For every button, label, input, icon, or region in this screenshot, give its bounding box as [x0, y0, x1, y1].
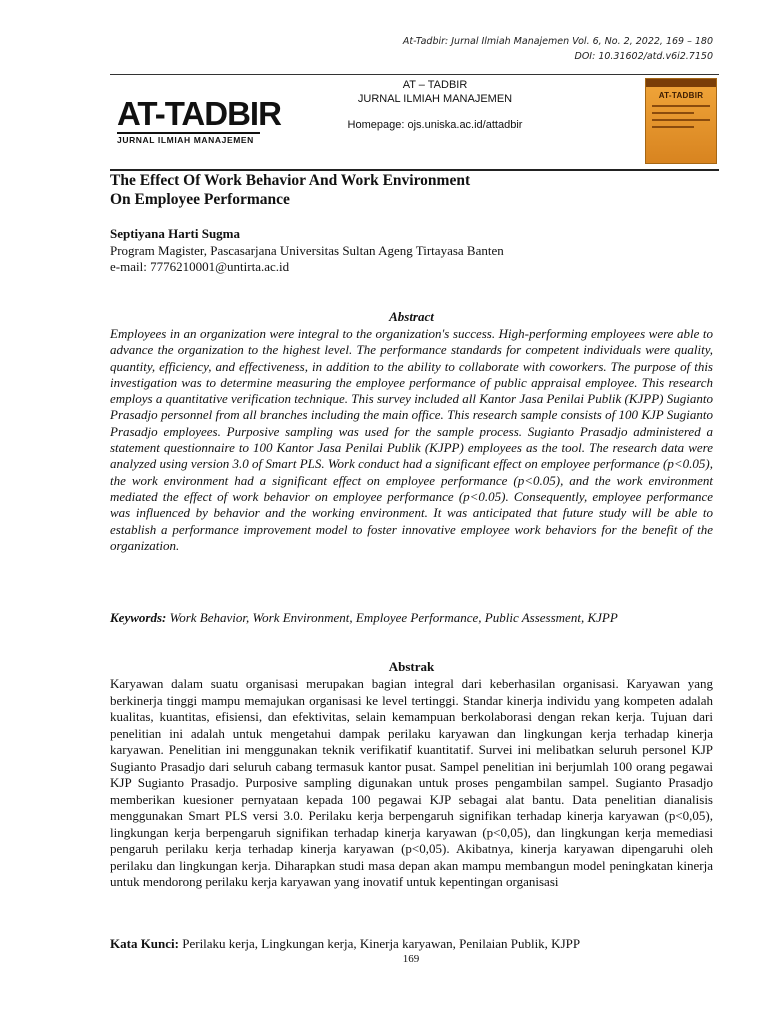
keywords-label: Keywords: [110, 610, 167, 625]
abstrak-heading: Abstrak [388, 659, 435, 674]
journal-homepage: Homepage: ojs.uniska.ac.id/attadbir [347, 119, 523, 131]
abstrak-text: Karyawan dalam suatu organisasi merupakan bagian integral dari keberhasilan organisasi. Karyawan yang berkinerja tinggi mampu memajukan organisasi ke level tertinggi. Standar kinerja individu yang kompeten adalah kualitas, kuantitas, efisiensi, dan efektivitas, selain kemampuan berkolaborasi dengan rekan kerja. Tujuan dari penelitian ini adalah untuk mengetahui dampak perilaku karyawan dan lingkungan kerja terhadap kinerja karyawan. Penelitian ini menggunakan teknik verifikatif kuantitatif. Survei ini melibatkan seluruh personel KJP Sugianto Prasadjo dari seluruh cabang termasuk kantor pusat. Sampel penelitian ini berjumlah 100 orang pegawai KJP Sugianto Prasadjo. Purposive sampling digunakan untuk proses pengambilan sampel. Sugianto Prasadjo memberikan kuesioner pernyataan kepada 100 pegawai KJP sebagai alat bantu. Data penelitian dianalisis menggunakan Smart PLS versi 3.0. Perilaku kerja berpengaruh signifikan terhadap kinerja karyawan (p<0,05), lingkungan kerja berpengaruh signifikan terhadap kinerja karyawan (p<0,05), dan lingkungan kerja memediasi pengaruh perilaku kerja terhadap kinerja karyawan (p<0,05). Akibatnya, kinerja karyawan dipengaruhi oleh perilaku dan lingkungan kerja. Diharapkan studi masa depan akan mampu membangun model peningkatan kinerja untuk mendorong perilaku kerja karyawan yang inovatif untuk kepentingan organisasi [110, 676, 713, 889]
citation-doi: DOI: 10.31602/atd.v6i2.7150 [574, 51, 713, 62]
author-block [110, 226, 710, 276]
cover-decoration [652, 119, 710, 121]
journal-name: AT – TADBIR [402, 79, 468, 91]
author-name: Septiyana Harti Sugma [110, 226, 241, 241]
abstract-heading: Abstract [389, 309, 434, 324]
journal-logo [117, 95, 281, 145]
journal-citation [403, 34, 713, 64]
cover-title: AT-TADBIR [658, 91, 704, 100]
citation-volume: At-Tadbir: Jurnal Ilmiah Manajemen Vol. 6, No. 2, 2022, 169 – 180 [402, 36, 713, 47]
title-line: The Effect Of Work Behavior And Work Environment [110, 172, 471, 189]
journal-masthead [110, 74, 719, 171]
page-number: 169 [402, 953, 420, 965]
keywords [110, 610, 713, 626]
journal-subtitle: JURNAL ILMIAH MANAJEMEN [357, 93, 513, 105]
journal-info [310, 78, 560, 132]
journal-cover-image [645, 78, 717, 164]
abstract-text: Employees in an organization were integral to the organization's success. High-performing employees were able to advance the organization to the highest level. The performance standards for competent individuals were quality, quantity, efficiency, and effectiveness, in addition to the ability to collaborate with coworkers. The purpose of this investigation was to determine measuring the employee performance of public appraisal employee. This research employs a quantitative verification technique. This survey included all Kantor Jasa Penilai Publik (KJPP) Sugianto Prasadjo personnel from all branches including the main office. This research sample consists of 100 KJP Sugianto Prasadjo employees. Purposive sampling was used for the sample process. Sugianto Prasadjo administered a statement questionnaire to 100 Kantor Jasa Penilai Publik (KJPP) employees as the tool. The research data were analyzed using version 3.0 of Smart PLS. Work conduct had a significant effect on employee performance (p<0.05), the work environment had a significant effect on employee performance (p<0.05), and the work environment mediated the effect of work behavior on employee performance (p<0.05). Consequently, employee performance was influenced by behavior and the working environment. It was anticipated that future study will be able to establish a performance improvement model to foster innovative employee work behaviors for the benefit of the organization. [110, 326, 713, 553]
kata-kunci-label: Kata Kunci: [110, 936, 179, 951]
cover-decoration [652, 126, 694, 128]
cover-decoration [652, 112, 694, 114]
kata-kunci-list: Perilaku kerja, Lingkungan kerja, Kinerja karyawan, Penilaian Publik, KJPP [182, 936, 581, 951]
cover-top-band [646, 79, 716, 87]
keywords-list: Work Behavior, Work Environment, Employee Performance, Public Assessment, KJPP [169, 610, 618, 625]
title-line: On Employee Performance [110, 191, 290, 208]
logo-wordmark: AT-TADBIR [117, 95, 281, 132]
article-title [110, 171, 710, 209]
author-email: e-mail: 7776210001@untirta.ac.id [110, 259, 290, 274]
author-affiliation: Program Magister, Pascasarjana Universitas Sultan Ageng Tirtayasa Banten [110, 242, 504, 258]
logo-subtitle: JURNAL ILMIAH MANAJEMEN [117, 132, 260, 145]
cover-decoration [652, 105, 710, 107]
kata-kunci [110, 936, 713, 952]
